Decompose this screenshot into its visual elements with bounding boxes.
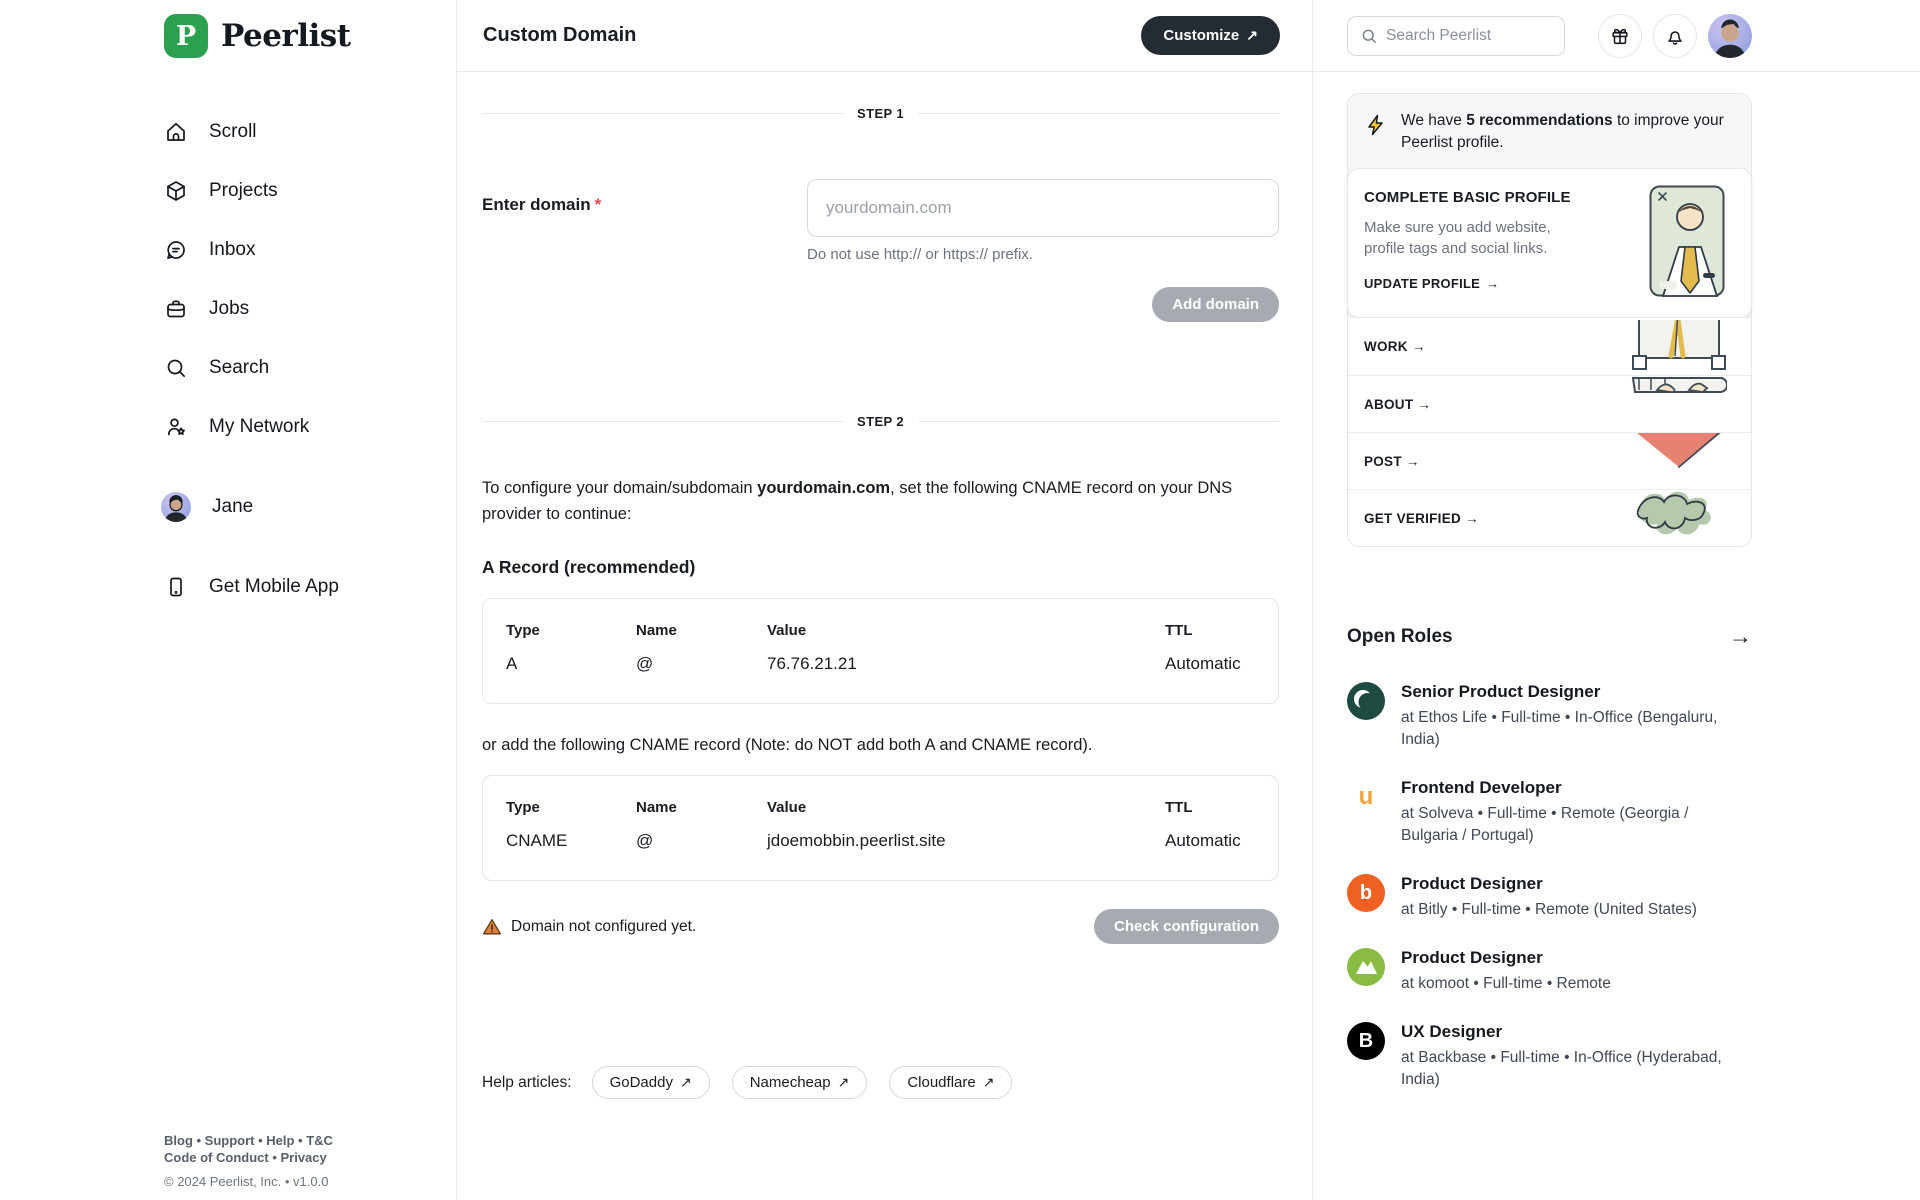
right-topbar — [1313, 0, 1920, 72]
job-item-senior-product-designer[interactable] — [1347, 682, 1752, 751]
peerlist-logo — [164, 14, 208, 58]
footer-links-row2[interactable]: Code of Conduct • Privacy — [164, 1150, 327, 1165]
enter-domain-field — [807, 179, 1279, 263]
sidebar-nav — [164, 120, 456, 599]
komoot-logo — [1347, 948, 1385, 986]
lightning-icon — [1364, 110, 1388, 140]
backbase-logo — [1347, 1022, 1385, 1060]
job-meta: at komoot • Full-time • Remote — [1401, 975, 1611, 992]
cname-record-card — [482, 775, 1279, 881]
cname-record-value: jdoemobbin.peerlist.site — [767, 831, 946, 850]
backbase-mark: B — [1358, 1029, 1374, 1052]
step2-intro — [482, 475, 1272, 527]
job-item-product-designer-bitly[interactable] — [1347, 874, 1752, 921]
sidebar-item-label: Projects — [209, 180, 278, 201]
divider-line — [918, 113, 1279, 114]
bitly-mark: b — [1359, 881, 1373, 904]
rec-row-label: WORK — [1364, 339, 1408, 354]
search-icon — [1360, 27, 1378, 45]
sidebar-item-label: Inbox — [209, 239, 256, 260]
job-meta: at Bitly • Full-time • Remote (United States) — [1401, 901, 1697, 918]
rec-row-get-verified[interactable] — [1348, 489, 1751, 546]
open-roles-title: Open Roles — [1347, 625, 1453, 647]
footer-links-row1[interactable]: Blog • Support • Help • T&C — [164, 1133, 333, 1148]
col-header-type: Type — [506, 622, 540, 639]
a-record-card — [482, 598, 1279, 704]
bell-icon — [1664, 25, 1686, 47]
person-star-icon — [164, 415, 188, 439]
col-header-name: Name — [636, 622, 677, 639]
rec-intro-post: to improve your Peerlist profile. — [1401, 112, 1724, 151]
avatar-illustration — [1708, 14, 1752, 58]
gift-button[interactable] — [1598, 14, 1642, 58]
home-icon — [164, 120, 188, 144]
arrow-right-icon: → — [1405, 453, 1420, 469]
sidebar-item-label: Scroll — [209, 121, 257, 142]
col-header-ttl: TTL — [1165, 799, 1193, 816]
job-item-frontend-developer[interactable] — [1347, 778, 1752, 847]
sidebar-item-projects[interactable] — [164, 179, 456, 203]
job-text — [1401, 778, 1731, 847]
avatar-illustration — [161, 492, 191, 522]
rec-row-label: ABOUT — [1364, 396, 1414, 412]
help-link-label: Namecheap — [749, 1074, 831, 1091]
enter-domain-label — [482, 179, 601, 263]
peerlist-brand[interactable] — [164, 14, 456, 58]
step1-divider — [482, 106, 1279, 121]
divider-line — [482, 113, 843, 114]
help-link-cloudflare[interactable] — [889, 1066, 1012, 1099]
job-title: Frontend Developer — [1401, 778, 1562, 797]
search-input[interactable] — [1386, 27, 1546, 45]
sidebar-item-get-mobile-app[interactable] — [164, 575, 456, 599]
col-header-value: Value — [767, 799, 807, 816]
notifications-button[interactable] — [1653, 14, 1697, 58]
job-item-ux-designer[interactable] — [1347, 1022, 1752, 1091]
profile-card-illustration — [1649, 185, 1725, 297]
search-icon — [164, 356, 188, 380]
rec-row-label: POST — [1364, 453, 1402, 469]
recommendations-intro — [1401, 110, 1735, 154]
intro-pre: To configure your domain/subdomain — [482, 479, 758, 497]
a-record-name: @ — [636, 654, 654, 673]
job-text — [1401, 682, 1731, 751]
required-asterisk: * — [594, 195, 602, 214]
rec-intro-count: 5 recommendations — [1466, 112, 1613, 129]
cname-record-type: CNAME — [506, 831, 568, 850]
job-meta: at Solveva • Full-time • Remote (Georgia / Bulgaria / Portugal) — [1401, 805, 1689, 844]
job-meta: at Backbase • Full-time • In-Office (Hyderabad, India) — [1401, 1049, 1722, 1088]
external-link-arrow-icon: ↗ — [837, 1074, 850, 1090]
help-link-label: GoDaddy — [609, 1074, 673, 1091]
cname-note: or add the following CNAME record (Note: do NOT add both A and CNAME record). — [482, 736, 1093, 754]
rec-card-description: Make sure you add website, profile tags and social links. — [1364, 219, 1551, 257]
sidebar-footer — [164, 1132, 333, 1190]
job-title: Product Designer — [1401, 948, 1543, 967]
arrow-right-icon: → — [1486, 276, 1500, 291]
sidebar-item-my-network[interactable] — [164, 415, 456, 439]
divider-line — [482, 421, 843, 422]
job-title: UX Designer — [1401, 1022, 1503, 1041]
bitly-logo — [1347, 874, 1385, 912]
domain-status-row — [482, 909, 1279, 944]
solveva-logo — [1347, 778, 1385, 816]
search-box — [1347, 16, 1565, 56]
custom-domain-content — [457, 72, 1312, 1099]
help-articles-row — [482, 1066, 1279, 1099]
cname-record-name: @ — [636, 831, 654, 850]
sidebar-item-scroll[interactable] — [164, 120, 456, 144]
col-header-type: Type — [506, 799, 540, 816]
col-header-name: Name — [636, 799, 677, 816]
gift-icon — [1609, 25, 1631, 47]
rec-card-title: COMPLETE BASIC PROFILE — [1364, 189, 1571, 206]
external-link-arrow-icon: ↗ — [679, 1074, 692, 1090]
col-header-ttl: TTL — [1165, 622, 1193, 639]
sidebar-item-label: My Network — [209, 416, 310, 437]
recommendation-rows — [1348, 318, 1751, 546]
brand-wordmark: Peerlist — [221, 18, 351, 54]
intro-domain: yourdomain.com — [757, 479, 891, 497]
sidebar-item-search[interactable] — [164, 356, 456, 380]
chat-bubble-icon — [164, 238, 188, 262]
step2-label: STEP 2 — [857, 414, 904, 429]
job-text — [1401, 874, 1697, 921]
recommendations-header — [1348, 94, 1751, 168]
job-text — [1401, 948, 1611, 995]
arrow-right-icon: → — [1411, 339, 1426, 354]
phone-icon — [164, 575, 188, 599]
profile-name: Jane — [212, 496, 254, 517]
external-link-arrow-icon: ↗ — [1246, 27, 1258, 43]
ethos-life-logo — [1347, 682, 1385, 720]
step2-divider — [482, 414, 1279, 429]
open-roles-list — [1347, 682, 1752, 1091]
verified-illustration — [1631, 490, 1727, 542]
page-title: Custom Domain — [483, 24, 637, 46]
help-link-label: Cloudflare — [907, 1074, 976, 1091]
help-link-godaddy[interactable] — [592, 1066, 710, 1099]
step1-label: STEP 1 — [857, 106, 904, 121]
a-record-ttl: Automatic — [1165, 654, 1241, 673]
open-roles-arrow-icon[interactable]: → — [1729, 623, 1752, 649]
customize-label: Customize — [1163, 27, 1240, 44]
user-avatar[interactable] — [1708, 14, 1752, 58]
rec-intro-pre: We have — [1401, 112, 1467, 129]
cname-record-table — [506, 799, 1258, 851]
arrow-right-icon: → — [1465, 510, 1479, 526]
add-domain-row — [482, 287, 1279, 322]
customize-button[interactable] — [1141, 16, 1280, 55]
work-illustration — [1631, 320, 1727, 370]
open-roles-header — [1347, 625, 1752, 648]
rec-row-label: GET VERIFIED — [1364, 510, 1462, 526]
divider-line — [918, 421, 1279, 422]
domain-status-text: Domain not configured yet. — [511, 917, 697, 935]
get-mobile-app-label: Get Mobile App — [209, 576, 339, 597]
peerlist-logo-letter: P — [175, 20, 197, 52]
col-header-value: Value — [767, 622, 807, 639]
mountain-icon — [1347, 948, 1385, 986]
topbar-actions — [1598, 14, 1752, 58]
cname-record-ttl: Automatic — [1165, 831, 1241, 850]
main-header — [457, 0, 1312, 72]
check-configuration-button[interactable]: Check configuration — [1094, 909, 1279, 944]
post-illustration — [1631, 433, 1727, 483]
warning-icon — [482, 917, 502, 937]
add-domain-button[interactable]: Add domain — [1152, 287, 1279, 322]
cube-icon — [164, 179, 188, 203]
domain-input[interactable] — [807, 179, 1279, 237]
help-link-namecheap[interactable] — [732, 1066, 868, 1099]
rec-row-post[interactable] — [1348, 432, 1751, 489]
right-sidebar — [1313, 0, 1920, 1200]
a-record-value: 76.76.21.21 — [767, 654, 857, 673]
recommendations-panel — [1347, 93, 1752, 547]
job-title: Senior Product Designer — [1401, 682, 1601, 701]
left-sidebar — [0, 0, 457, 1200]
job-title: Product Designer — [1401, 874, 1543, 893]
rec-row-about[interactable] — [1348, 375, 1751, 432]
sidebar-item-label: Search — [209, 357, 270, 378]
open-roles-section — [1347, 625, 1752, 1118]
intro-post: , set the following CNAME record on your DNS provider to continue: — [482, 479, 1233, 523]
domain-helper-text: Do not use http:// or https:// prefix. — [807, 246, 1033, 263]
job-meta: at Ethos Life • Full-time • In-Office (Bengaluru, India) — [1401, 709, 1718, 748]
solveva-mark: u — [1358, 783, 1374, 810]
footer-copyright: © 2024 Peerlist, Inc. • v1.0.0 — [164, 1174, 329, 1189]
about-illustration — [1631, 376, 1727, 426]
sidebar-item-profile[interactable] — [164, 495, 456, 519]
a-record-heading: A Record (recommended) — [482, 557, 696, 577]
crescent-icon — [1347, 682, 1385, 720]
profile-avatar — [161, 492, 191, 522]
a-record-type: A — [506, 654, 518, 673]
rec-row-work[interactable] — [1348, 318, 1751, 375]
enter-domain-row — [482, 179, 1279, 263]
sidebar-item-inbox[interactable] — [164, 238, 456, 262]
sidebar-item-label: Jobs — [209, 298, 250, 319]
main-column — [457, 0, 1313, 1200]
help-articles-label: Help articles: — [482, 1073, 572, 1091]
update-profile-link[interactable] — [1364, 276, 1499, 291]
arrow-right-icon: → — [1417, 396, 1432, 412]
enter-domain-label-text: Enter domain — [482, 195, 591, 214]
job-text — [1401, 1022, 1731, 1091]
a-record-table — [506, 622, 1258, 674]
update-profile-label: UPDATE PROFILE — [1364, 276, 1481, 291]
briefcase-icon — [164, 297, 188, 321]
job-item-product-designer-komoot[interactable] — [1347, 948, 1752, 995]
sidebar-item-jobs[interactable] — [164, 297, 456, 321]
external-link-arrow-icon: ↗ — [982, 1074, 995, 1090]
complete-basic-profile-card[interactable] — [1347, 168, 1752, 318]
